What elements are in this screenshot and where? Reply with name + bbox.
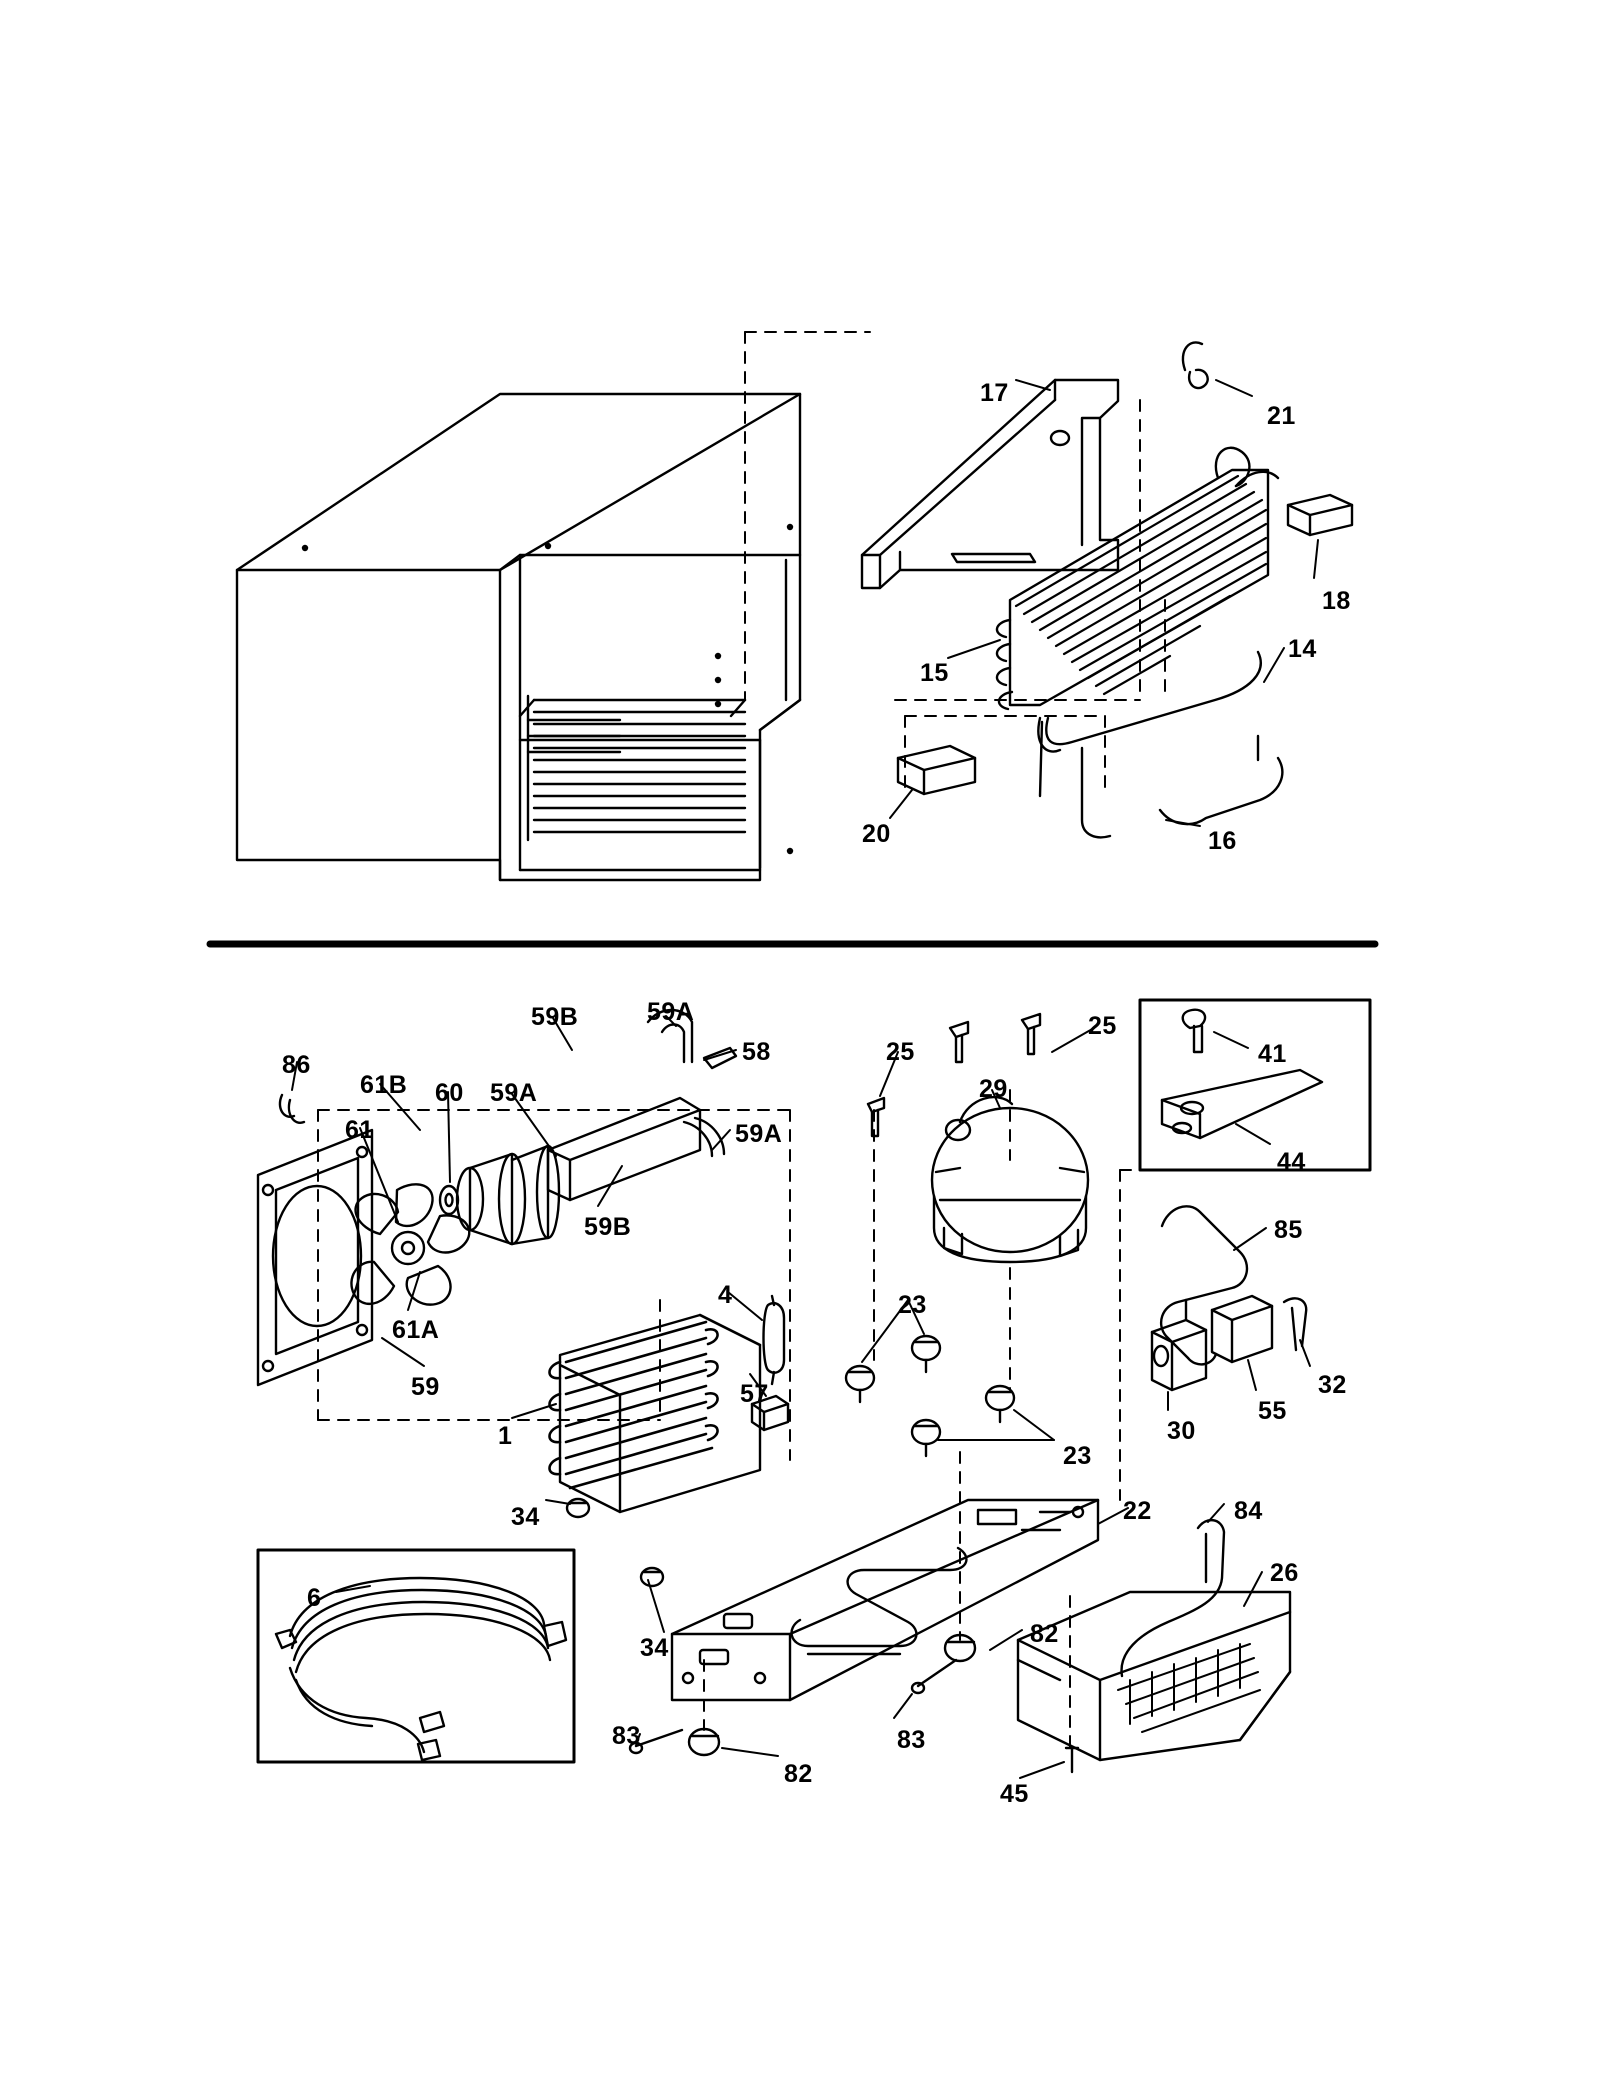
callout-41: 41 <box>1258 1040 1287 1068</box>
fastener-45 <box>1066 1748 1078 1772</box>
callout-61b: 61B <box>360 1071 408 1099</box>
callout-32: 32 <box>1318 1371 1347 1399</box>
callout-82-b: 82 <box>784 1760 813 1788</box>
evaporator-coil-15 <box>997 448 1278 709</box>
callout-61: 61 <box>345 1116 374 1144</box>
callout-34-b: 34 <box>640 1634 669 1662</box>
callout-20: 20 <box>862 820 891 848</box>
callout-57: 57 <box>740 1380 769 1408</box>
cabinet-detail-dots <box>302 524 793 854</box>
callout-83-b: 83 <box>897 1726 926 1754</box>
tube-84 <box>1122 1520 1224 1676</box>
callout-25-a: 25 <box>886 1038 915 1066</box>
wire-32 <box>1284 1298 1306 1350</box>
callout-59a-right: 59A <box>735 1120 783 1148</box>
screw-25-b <box>950 1022 968 1062</box>
drain-pan-26 <box>1018 1592 1290 1760</box>
callout-85: 85 <box>1274 1216 1303 1244</box>
filter-drier-4 <box>764 1296 785 1384</box>
overload-55 <box>1212 1296 1272 1362</box>
clip-86 <box>280 1095 304 1123</box>
callout-59b-mid: 59B <box>584 1213 632 1241</box>
callout-59a-top: 59A <box>647 998 695 1026</box>
callout-23-b: 23 <box>1063 1442 1092 1470</box>
callout-15: 15 <box>920 659 949 687</box>
wire-form-14 <box>1038 652 1260 796</box>
fan-shroud-59 <box>258 1130 372 1385</box>
callout-1: 1 <box>498 1422 513 1450</box>
grommet-23-b <box>912 1336 940 1372</box>
callout-23-a: 23 <box>898 1291 927 1319</box>
callout-34-a: 34 <box>511 1503 540 1531</box>
fan-motor-61b <box>457 1146 559 1244</box>
callout-30: 30 <box>1167 1417 1196 1445</box>
callout-59a-mid: 59A <box>490 1079 538 1107</box>
callout-59: 59 <box>411 1373 440 1401</box>
callout-60: 60 <box>435 1079 464 1107</box>
grommet-82-b <box>689 1729 719 1755</box>
grommet-34-a <box>567 1499 589 1517</box>
tubing-inset-box <box>258 1550 574 1762</box>
screw-25-a <box>868 1098 884 1136</box>
callout-44: 44 <box>1277 1148 1306 1176</box>
callout-59b-top: 59B <box>531 1003 579 1031</box>
callout-55: 55 <box>1258 1397 1287 1425</box>
callout-4: 4 <box>718 1281 733 1309</box>
clip-21 <box>1183 342 1208 388</box>
motor-mount-59a <box>548 1098 700 1200</box>
callout-86: 86 <box>282 1051 311 1079</box>
callout-17: 17 <box>980 379 1009 407</box>
callout-18: 18 <box>1322 587 1351 615</box>
callout-29: 29 <box>979 1075 1008 1103</box>
callout-21: 21 <box>1267 402 1296 430</box>
callout-22: 22 <box>1123 1497 1152 1525</box>
evaporator-cover-17 <box>862 380 1118 588</box>
callout-61a: 61A <box>392 1316 440 1344</box>
callout-25-b: 25 <box>1088 1012 1117 1040</box>
relay-30 <box>1152 1300 1206 1390</box>
grommet-23-c <box>912 1420 940 1456</box>
grommet-34-b <box>641 1568 663 1586</box>
freezer-evaporator-fins-cabinet <box>520 696 745 840</box>
callout-84: 84 <box>1234 1497 1263 1525</box>
callout-16: 16 <box>1208 827 1237 855</box>
screw-25-c <box>1022 1014 1040 1054</box>
callout-83-a: 83 <box>612 1722 641 1750</box>
condenser-coil-1 <box>550 1315 761 1512</box>
callout-82-a: 82 <box>1030 1620 1059 1648</box>
callout-14: 14 <box>1288 635 1317 663</box>
thermostat-bracket-18 <box>1288 495 1352 535</box>
callout-58: 58 <box>742 1038 771 1066</box>
hardware-inset-box <box>1140 1000 1370 1170</box>
callout-45: 45 <box>1000 1780 1029 1808</box>
bracket-58 <box>648 1010 736 1156</box>
control-20 <box>898 746 975 794</box>
grommet-23-a <box>846 1366 874 1402</box>
callout-26: 26 <box>1270 1559 1299 1587</box>
grommet-23-d <box>986 1386 1014 1422</box>
base-plate-22 <box>672 1500 1098 1700</box>
washer-60 <box>440 1186 458 1214</box>
pin-83-b <box>912 1660 956 1693</box>
callout-6: 6 <box>307 1584 322 1612</box>
